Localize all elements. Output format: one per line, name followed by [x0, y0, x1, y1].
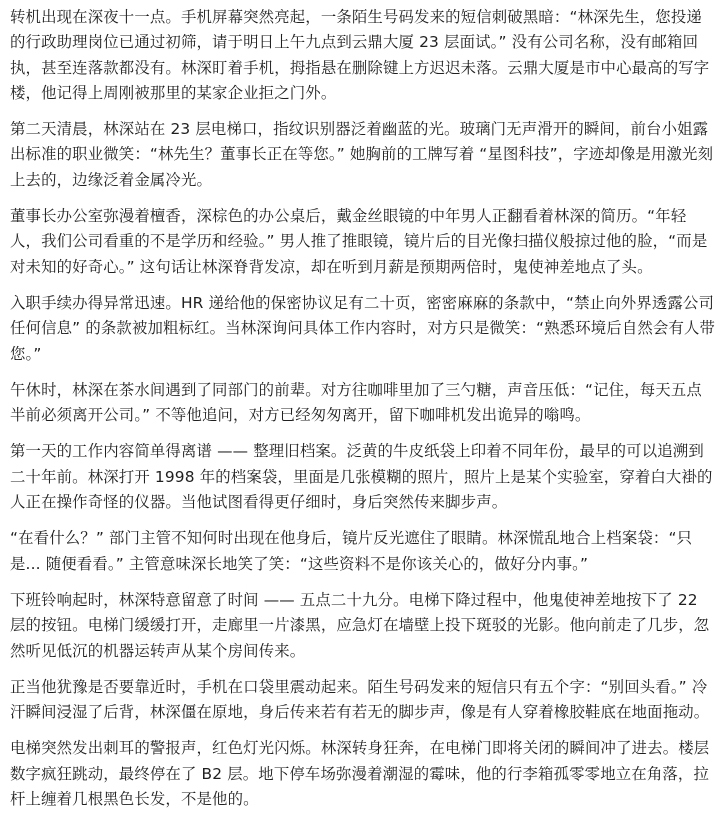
paragraph-6: 第一天的工作内容简单得离谱 —— 整理旧档案。泛黄的牛皮纸袋上印着不同年份，最早的可以追溯到二十年前。林深打开 1998 年的档案袋，里面是几张模糊的照片，照片上是某个实验室，穿着白大褂的人正在操作奇怪的仪器。当他试图看得更仔细时，身后突然传来脚步声。 [10, 442, 713, 512]
paragraph-7: “在看什么？” 部门主管不知何时出现在他身后，镜片反光遮住了眼睛。林深慌乱地合上档案袋：“只是... 随便看看。” 主管意味深长地笑了笑：“这些资料不是你该关心的，做好分内事。” [10, 529, 693, 573]
paragraph-1: 转机出现在深夜十一点。手机屏幕突然亮起，一条陌生号码发来的短信刺破黑暗：“林深先生，您投递的行政助理岗位已通过初筛，请于明日上午九点到云鼎大厦 23 层面试。” 没有公司名称，没有邮箱回执，甚至连落款都没有。林深盯着手机，拇指悬在删除键上方迟迟未落。云鼎大厦是市中心最高的写字楼，他记得上周刚被那里的某家企业拒之门外。 [10, 8, 710, 102]
paragraph-8: 下班铃响起时，林深特意留意了时间 —— 五点二十九分。电梯下降过程中，他鬼使神差地按下了 22 层的按钮。电梯门缓缓打开，走廊里一片漆黑，应急灯在墙壁上投下斑驳的光影。他向前走了几步，忽然听见低沉的机器运转声从某个房间传来。 [10, 590, 710, 660]
paragraph-10: 电梯突然发出刺耳的警报声，红色灯光闪烁。林深转身狂奔，在电梯门即将关闭的瞬间冲了进去。楼层数字疯狂跳动，最终停在了 B2 层。地下停车场弥漫着潮湿的霉味，他的行李箱孤零零地立在角落，拉杆上缠着几根黑色长发，不是他的。 [10, 739, 710, 809]
paragraph-5: 午休时，林深在茶水间遇到了同部门的前辈。对方往咖啡里加了三勺糖，声音压低：“记住，每天五点半前必须离开公司。” 不等他追问，对方已经匆匆离开，留下咖啡机发出诡异的嗡鸣。 [10, 380, 702, 425]
story-text [10, 5, 716, 823]
paragraph-9: 正当他犹豫是否要靠近时，手机在口袋里震动起来。陌生号码发来的短信只有五个字：“别回头看。” 冷汗瞬间浸湿了后背，林深僵在原地，身后传来若有若无的脚步声，像是有人穿着橡胶鞋底在地面拖动。 [10, 677, 710, 722]
paragraph-4: 入职手续办得异常迅速。HR 递给他的保密协议足有二十页，密密麻麻的条款中，“禁止向外界透露公司任何信息” 的条款被加粗标红。当林深询问具体工作内容时，对方只是微笑：“熟悉环境后自然会有人带您。” [10, 293, 716, 363]
paragraph-2: 第二天清晨，林深站在 23 层电梯口，指纹识别器泛着幽蓝的光。玻璃门无声滑开的瞬间，前台小姐露出标准的职业微笑：“林先生？董事长正在等您。” 她胸前的工牌写着 “星图科技”，字迹却像是用激光刻上去的，边缘泛着金属冷光。 [10, 120, 714, 189]
paragraph-3: 董事长办公室弥漫着檀香，深棕色的办公桌后，戴金丝眼镜的中年男人正翻看着林深的简历。“年轻人，我们公司看重的不是学历和经验。” 男人推了推眼镜，镜片后的目光像扫描仪般掠过他的脸，“而是对未知的好奇心。” 这句话让林深脊背发凉，却在听到月薪是预期两倍时，鬼使神差地点了头。 [10, 207, 708, 276]
